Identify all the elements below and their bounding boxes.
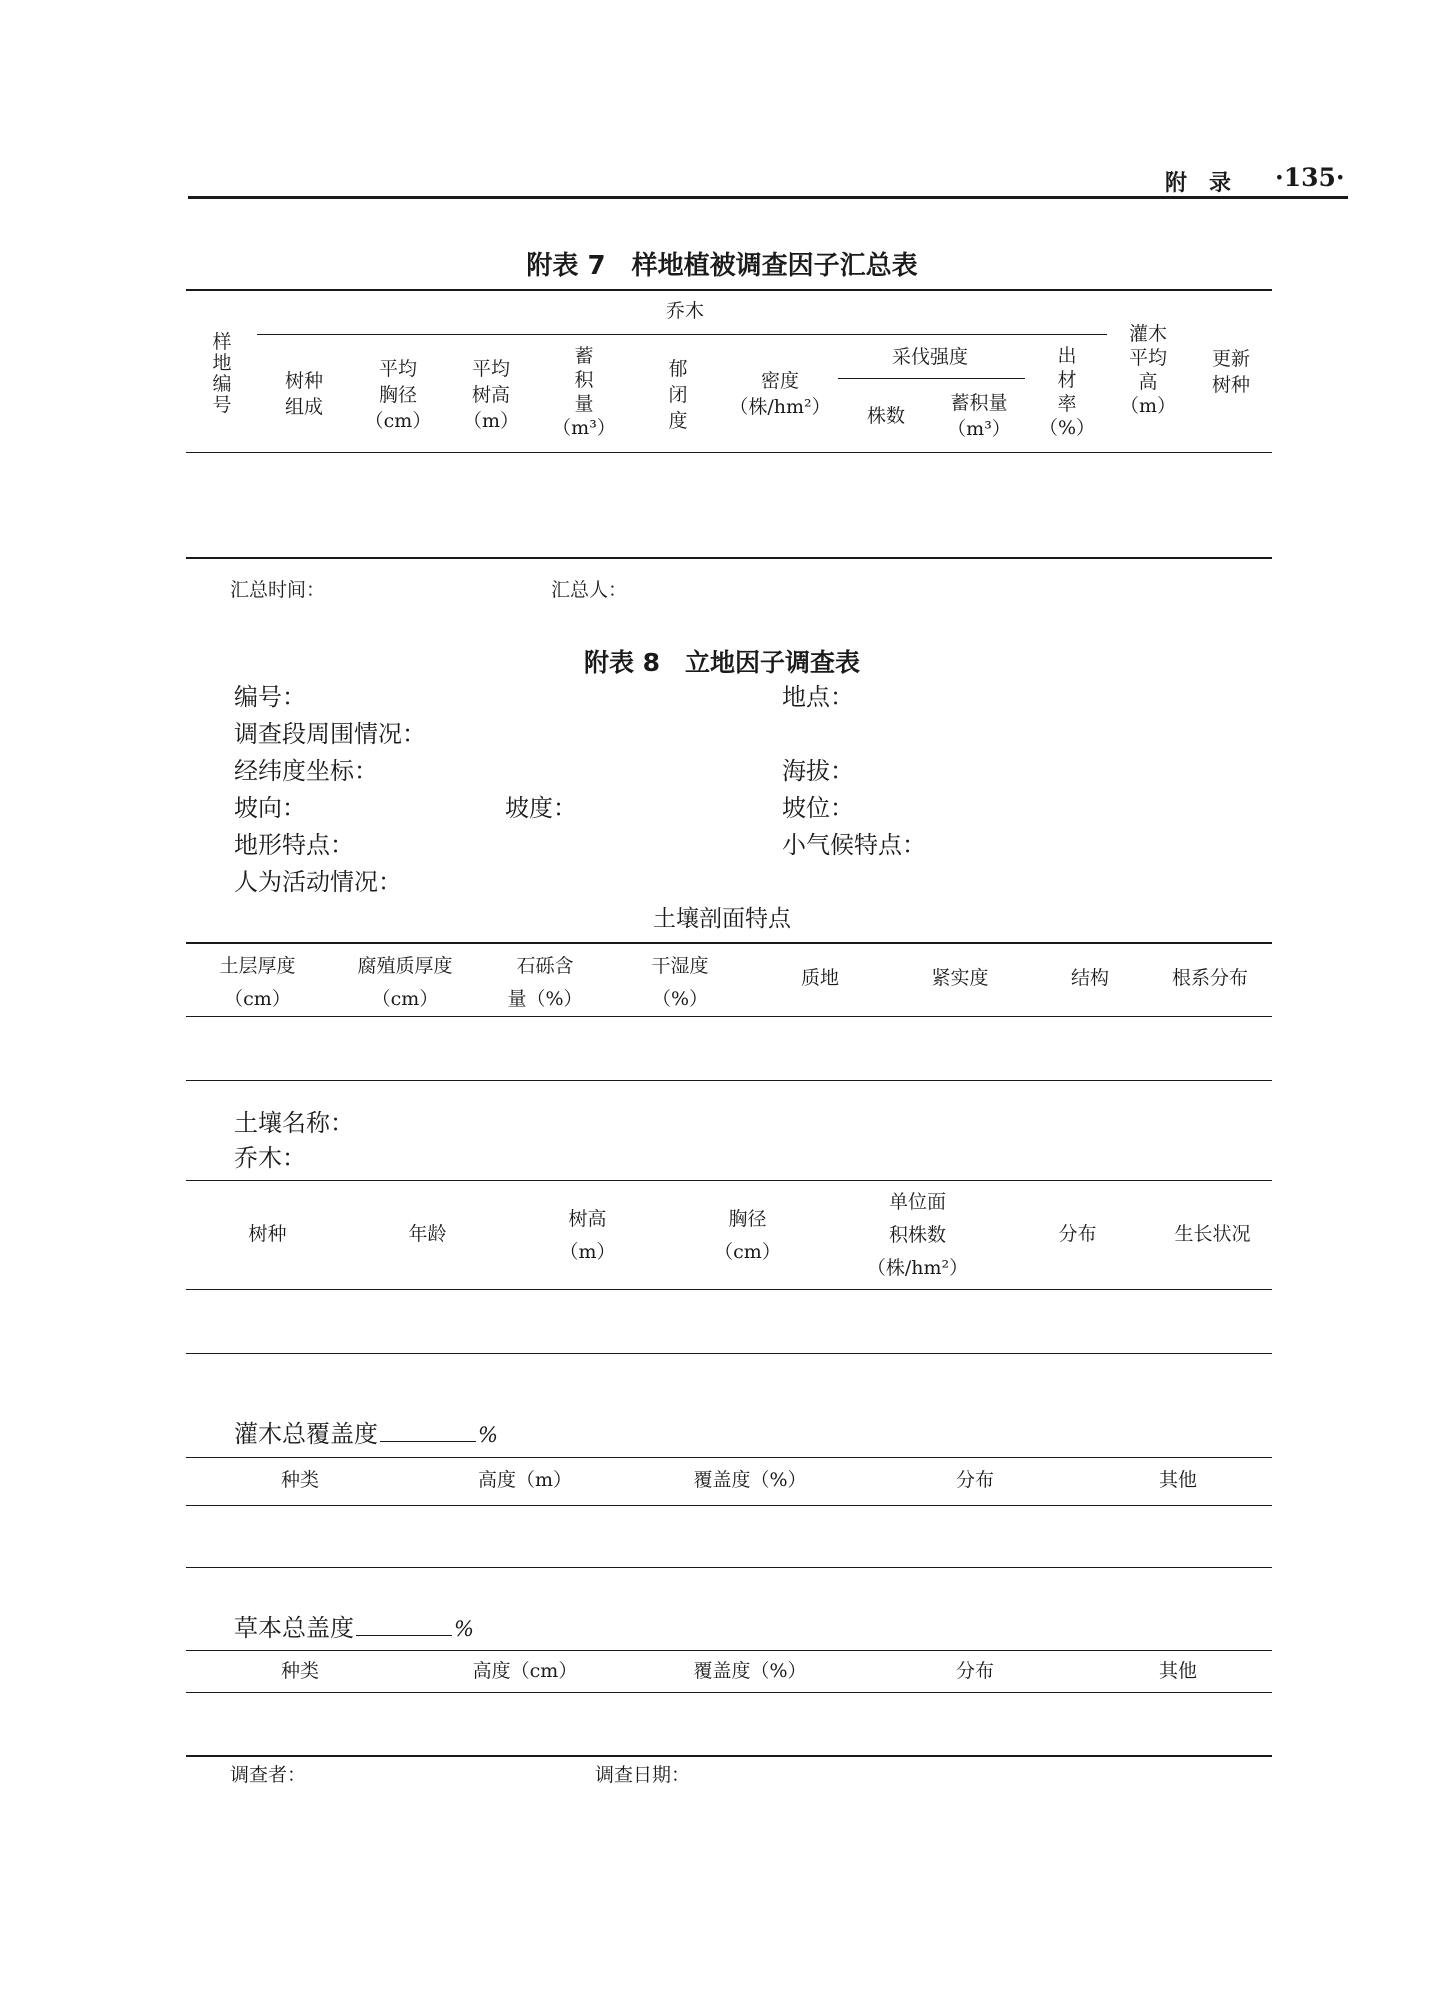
tree-col-species: 树种 [248,1223,287,1245]
herb-col-cover: 覆盖度（%） [693,1660,807,1682]
soil-col-moisture: 干湿度 （%） [651,955,709,1010]
tree-col-distribution: 分布 [1058,1223,1097,1245]
t7-col-cut-volume: 蓄积量 （m³） [947,392,1011,440]
t7-col-closure: 郁 闭 度 [668,358,688,432]
t7-header-bottom-rule [186,452,1272,453]
shrub-cover-text: 灌木总覆盖度 [234,1420,378,1448]
herb-cover-blank [356,1613,452,1636]
herb-table-bottom-rule [186,1755,1272,1757]
shrub-col-kind: 种类 [280,1469,319,1491]
field-aspect: 坡向： [234,794,306,822]
page-number: ·135· [1275,163,1345,192]
field-position: 坡位： [782,794,854,822]
t7-col-yield: 出 材 率 （%） [1038,345,1096,439]
t7-col-density: 密度 （株/hm²） [729,370,831,418]
t7-col-species-comp: 树种 组成 [284,370,323,418]
soil-table-top-rule [186,942,1272,944]
soil-col-roots: 根系分布 [1171,967,1248,989]
tree-col-density: 单位面 积株数 （株/hm²） [866,1191,969,1279]
arbor-label: 乔木： [234,1144,306,1172]
field-human: 人为活动情况： [234,868,402,896]
t7-footer-person: 汇总人： [551,579,628,601]
soil-col-compactness: 紧实度 [931,967,989,989]
tree-col-dbh: 胸径 （cm） [714,1208,781,1263]
table8-title: 附表 8 立地因子调查表 [583,648,861,677]
soil-col-texture: 质地 [800,967,839,989]
tree-table-bottom-rule [186,1353,1272,1354]
soil-header-bottom-rule [186,1016,1272,1017]
herb-cover-unit: % [454,1617,474,1641]
t7-col-avg-height: 平均 树高 （m） [462,358,520,432]
soil-col-structure: 结构 [1070,967,1109,989]
tree-col-growth: 生长状况 [1174,1223,1251,1245]
t7-col-plot-no: 样 地 编 号 [212,331,232,416]
table7-title: 附表 7 样地植被调查因子汇总表 [526,251,918,281]
field-number: 编号： [234,683,306,711]
table7-top-rule [186,289,1272,291]
tree-table-top-rule [186,1180,1272,1181]
field-location: 地点： [782,683,854,711]
shrub-col-cover: 覆盖度（%） [693,1469,807,1491]
soil-name-label: 土壤名称： [234,1109,354,1137]
t7-cutting-underline [838,378,1025,379]
shrub-col-distribution: 分布 [955,1469,994,1491]
herb-table-top-rule [186,1650,1272,1651]
header-rule [188,196,1348,199]
t7-footer-time: 汇总时间： [230,579,326,601]
herb-col-kind: 种类 [280,1660,319,1682]
herb-header-bottom-rule [186,1692,1272,1693]
shrub-col-other: 其他 [1158,1469,1197,1491]
soil-col-thickness: 土层厚度 （cm） [219,955,296,1010]
soil-col-humus: 腐殖质厚度 （cm） [357,955,453,1010]
tree-col-age: 年龄 [408,1223,447,1245]
tree-header-bottom-rule [186,1289,1272,1290]
shrub-table-bottom-rule [186,1567,1272,1568]
t7-col-cut-count: 株数 [866,405,905,427]
t7-col-regen: 更新 树种 [1211,348,1250,396]
herb-col-distribution: 分布 [955,1660,994,1682]
t7-group-arbor: 乔木 [665,300,704,322]
footer-date: 调查日期： [595,1764,691,1786]
t7-col-shrub-height: 灌木 平均 高 （m） [1119,323,1177,417]
field-surroundings: 调查段周围情况： [234,720,426,748]
shrub-header-bottom-rule [186,1505,1272,1506]
tree-col-height: 树高 （m） [559,1208,616,1263]
shrub-col-height: 高度（m） [477,1469,573,1491]
soil-table-bottom-rule [186,1080,1272,1081]
t7-col-volume: 蓄 积 量 （m³） [552,345,616,439]
t7-arbor-underline [257,334,1107,335]
shrub-cover-blank [380,1419,476,1442]
field-altitude: 海拔： [782,757,854,785]
herb-col-other: 其他 [1158,1660,1197,1682]
soil-section-title: 土壤剖面特点 [653,906,791,932]
field-coords: 经纬度坐标： [234,757,378,785]
soil-col-gravel: 石砾含 量（%） [507,955,583,1010]
footer-surveyor: 调查者： [230,1764,307,1786]
herb-col-height: 高度（cm） [472,1660,578,1682]
t7-group-cutting: 采伐强度 [891,346,968,368]
t7-bottom-rule [186,557,1272,559]
herb-cover-text: 草本总盖度 [234,1614,354,1642]
running-header-section: 附 录 [1165,171,1232,196]
field-microclimate: 小气候特点： [782,831,926,859]
shrub-cover-unit: % [478,1423,498,1447]
field-terrain: 地形特点： [234,831,354,859]
shrub-table-top-rule [186,1457,1272,1458]
shrub-cover-label [234,1419,498,1450]
field-slope: 坡度： [505,794,577,822]
t7-col-avg-dbh: 平均 胸径 （cm） [364,358,432,432]
herb-cover-label [234,1613,474,1644]
